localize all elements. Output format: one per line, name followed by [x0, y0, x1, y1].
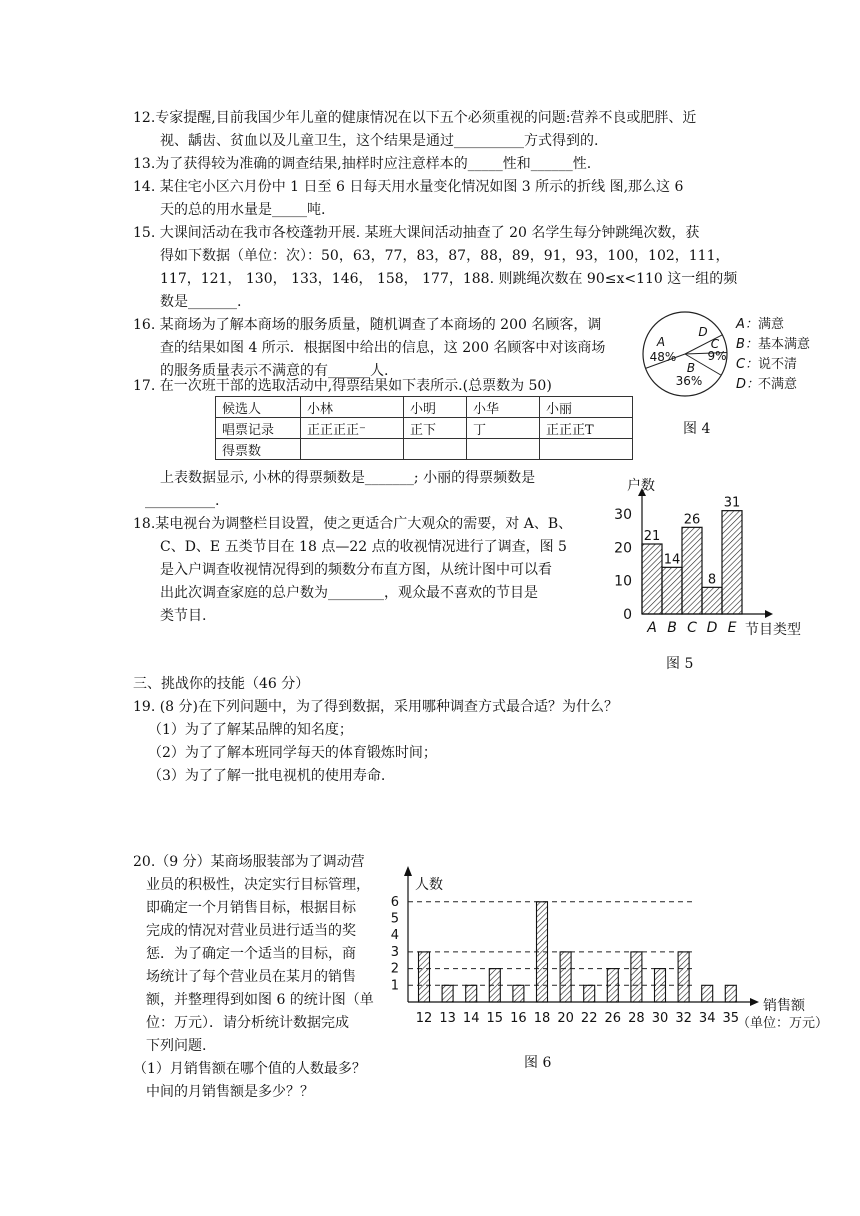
x-tick-label: 14: [462, 1011, 480, 1026]
fig5-caption: 图 5: [666, 656, 694, 672]
y-tick-label: 20: [614, 540, 632, 557]
table-cell: 小华: [467, 397, 540, 418]
x-tick-label: 26: [604, 1011, 622, 1026]
pie-slice-letter-D: D: [698, 325, 708, 339]
q18-line5: 类节目.: [160, 608, 207, 624]
pie-slice-pct-C: 9%: [707, 349, 727, 363]
bar-D: [702, 587, 722, 614]
table-cell: 正正正正⁻: [301, 418, 404, 439]
q19-item3: （3）为了了解一批电视机的使用寿命.: [148, 768, 386, 784]
bar-A: [642, 544, 662, 614]
fig6-caption: 图 6: [524, 1055, 552, 1071]
bar-12: [419, 952, 430, 1002]
x-tick-label: 20: [557, 1011, 574, 1026]
pie-slice-letter-A: A: [656, 335, 666, 349]
q20-line6: 场统计了每个营业员在某月的销售: [146, 969, 356, 985]
table-cell: 小林: [301, 397, 404, 418]
table-cell: [540, 439, 633, 460]
bar-35: [725, 985, 736, 1002]
table-row: [216, 418, 633, 439]
q20-line2: 业员的积极性，决定实行目标管理，: [146, 877, 370, 893]
bar-value-label: 31: [723, 495, 741, 511]
table-cell: 得票数: [216, 439, 301, 460]
x-tick-label: E: [727, 620, 737, 636]
q16-line1: 16. 某商场为了解本商场的服务质量，随机调查了本商场的 200 名顾客，调: [133, 317, 602, 333]
x-tick-label: 28: [628, 1011, 645, 1026]
pie-slice-letter-B: B: [686, 361, 696, 375]
bar-13: [442, 985, 453, 1002]
y-tick-label: 10: [614, 573, 632, 590]
q20-line5: 惩．为了确定一个适当的目标，商: [146, 946, 356, 962]
y-tick-label: 0: [623, 607, 632, 623]
x-tick-label: 16: [510, 1011, 527, 1026]
bar-34: [702, 985, 713, 1002]
pie-legend-key: C：: [736, 357, 759, 372]
bar-value-label: 26: [683, 512, 701, 528]
x-axis-arrow: [750, 998, 759, 1006]
table-cell: [301, 439, 404, 460]
bar-C: [682, 527, 702, 614]
bar-20: [560, 952, 571, 1002]
bar-E: [722, 511, 742, 614]
x-tick-label: D: [706, 620, 718, 636]
y-axis-label: 户数: [627, 478, 655, 494]
fig5-histogram: [595, 474, 845, 639]
bar-18: [537, 902, 548, 1002]
x-tick-label: 18: [533, 1011, 551, 1026]
fig4-pie-chart: [640, 308, 840, 408]
x-axis-unit: （单位：万元）: [737, 1016, 829, 1031]
q19-line1: 19. (8 分)在下列问题中，为了得到数据，采用哪种调查方式最合适？为什么？: [133, 699, 618, 715]
table-cell: 候选人: [216, 397, 301, 418]
q17-line1: 17. 在一次班干部的选取活动中,得票结果如下表所示.(总票数为 50): [133, 378, 552, 394]
pie-legend-label: 不满意: [758, 377, 798, 392]
q20-line1: 20.（9 分）某商场服装部为了调动营: [133, 854, 365, 870]
pie-legend-label: 说不清: [758, 357, 798, 372]
q20-line9: 下列问题.: [146, 1038, 207, 1054]
table-row: [216, 439, 633, 460]
bar-28: [631, 952, 642, 1002]
vote-table: [215, 396, 633, 460]
x-tick-label: C: [687, 620, 697, 636]
q14-line1: 14. 某住宅小区六月份中 1 日至 6 日每天用水量变化情况如图 3 所示的折线 图,那么这 6: [133, 179, 684, 195]
bar-16: [513, 985, 524, 1002]
table-cell: [404, 439, 467, 460]
y-tick-label: 30: [614, 507, 632, 523]
q19-item1: （1）为了了解某品牌的知名度；: [148, 722, 353, 738]
bar-22: [584, 985, 595, 1002]
x-tick-label: B: [667, 620, 677, 636]
bar-value-label: 21: [643, 529, 661, 544]
bar-value-label: 14: [663, 552, 681, 568]
q20-sub1b: 中间的月销售额是多少？？: [146, 1084, 314, 1100]
fig4-caption: 图 4: [683, 421, 711, 437]
pie-legend-key: D：: [736, 377, 760, 392]
x-tick-label: 22: [580, 1011, 598, 1026]
y-tick-label: 3: [390, 944, 399, 960]
bar-B: [662, 567, 682, 614]
q12-line2: 视、龋齿、贫血以及儿童卫生，这个结果是通过__________方式得到的.: [160, 133, 599, 149]
q14-line2: 天的总的用水量是_____吨.: [160, 202, 326, 218]
y-tick-label: 5: [390, 911, 399, 927]
table-cell: 小明: [404, 397, 467, 418]
x-tick-label: 34: [698, 1011, 716, 1026]
pie-legend-label: 满意: [758, 317, 785, 332]
bar-30: [655, 969, 666, 1002]
x-tick-label: A: [647, 620, 657, 636]
bar-14: [466, 985, 477, 1002]
pie-legend-key: A：: [736, 317, 758, 332]
y-tick-label: 4: [390, 928, 399, 944]
table-row: [216, 397, 633, 418]
pie-slice-letter-C: C: [710, 337, 720, 351]
pie-legend-key: B：: [736, 337, 758, 352]
bar-26: [607, 969, 618, 1002]
q13-line1: 13.为了获得较为准确的调查结果,抽样时应注意样本的_____性和______性.: [133, 156, 592, 172]
section-3-title: 三、挑战你的技能（46 分）: [133, 676, 310, 692]
q19-item2: （2）为了了解本班同学每天的体育锻炼时间；: [148, 745, 437, 761]
x-tick-label: 15: [486, 1011, 504, 1026]
x-axis-arrow: [765, 610, 773, 618]
table-cell: 正下: [404, 418, 467, 439]
q18-line4: 出此次调查家庭的总户数为________，观众最不喜欢的节目是: [160, 585, 538, 601]
table-cell: [467, 439, 540, 460]
pie-legend-label: 基本满意: [758, 337, 811, 352]
q12-line1: 12.专家提醒,目前我国少年儿童的健康情况在以下五个必须重视的问题:营养不良或肥胖、近: [133, 110, 697, 126]
q15-line1: 15. 大课间活动在我市各校蓬勃开展. 某班大课间活动抽查了 20 名学生每分钟跳绳次数，获: [133, 225, 700, 241]
q20-sub1a: （1）月销售额在哪个值的人数最多？: [133, 1061, 366, 1077]
q15-line4: 数是_______.: [160, 294, 242, 310]
q16-line2: 查的结果如图 4 所示．根据图中给出的信息，这 200 名顾客中对该商场: [160, 340, 606, 356]
x-axis-label: 节目类型: [745, 622, 801, 638]
pie-group: [643, 312, 727, 396]
pie-slice-pct-B: 36%: [675, 374, 703, 388]
x-tick-label: 30: [651, 1011, 669, 1026]
q15-line3: 117，121， 130， 133，146， 158， 177，188. 则跳绳次数在 90≤x<110 这一组的频: [160, 271, 738, 287]
q18-line3: 是入户调查收视情况得到的频数分布直方图，从统计图中可以看: [160, 562, 552, 578]
q18-line2: C、D、E 五类节目在 18 点—22 点的收视情况进行了调查，图 5: [160, 539, 567, 555]
table-cell: 正正正T: [540, 418, 633, 439]
x-tick-label: 13: [439, 1011, 456, 1026]
table-cell: 丁: [467, 418, 540, 439]
bar-value-label: 8: [707, 572, 717, 588]
q20-line4: 完成的情况对营业员进行适当的奖: [146, 923, 356, 939]
table-cell: 唱票记录: [216, 418, 301, 439]
q20-line7: 额，并整理得到如图 6 的统计图（单: [146, 992, 374, 1008]
x-tick-label: 32: [675, 1011, 692, 1026]
q17-line2: 上表数据显示, 小林的得票频数是_______; 小丽的得票频数是: [160, 470, 536, 486]
x-axis-label: 销售额: [763, 998, 805, 1014]
table-cell: 小丽: [540, 397, 633, 418]
bar-32: [678, 952, 689, 1002]
y-tick-label: 2: [390, 961, 399, 977]
y-axis-arrow: [404, 866, 412, 876]
y-tick-label: 1: [390, 978, 399, 994]
pie-legend: [735, 316, 810, 392]
q16-line3: 的服务质量表示不满意的有______人.: [160, 363, 389, 379]
pie-slice-pct-A: 48%: [649, 350, 677, 364]
q18-line1: 18.某电视台为调整栏目设置，使之更适合广大观众的需要，对 A、B、: [133, 516, 573, 532]
q20-line8: 位：万元）．请分析统计数据完成: [146, 1015, 349, 1031]
x-tick-label: 35: [722, 1011, 740, 1026]
y-tick-label: 6: [390, 894, 399, 910]
fig6-bar-chart: [365, 862, 840, 1042]
q17-line3: __________.: [145, 493, 220, 509]
q20-line3: 即确定一个月销售目标，根据目标: [146, 900, 356, 916]
q15-line2: 得如下数据（单位：次）：50，63，77，83，87，88，89，91，93，100，102，111，: [160, 248, 730, 264]
y-axis-label: 人数: [415, 877, 443, 893]
bar-15: [489, 969, 500, 1002]
x-tick-label: 12: [415, 1011, 433, 1026]
